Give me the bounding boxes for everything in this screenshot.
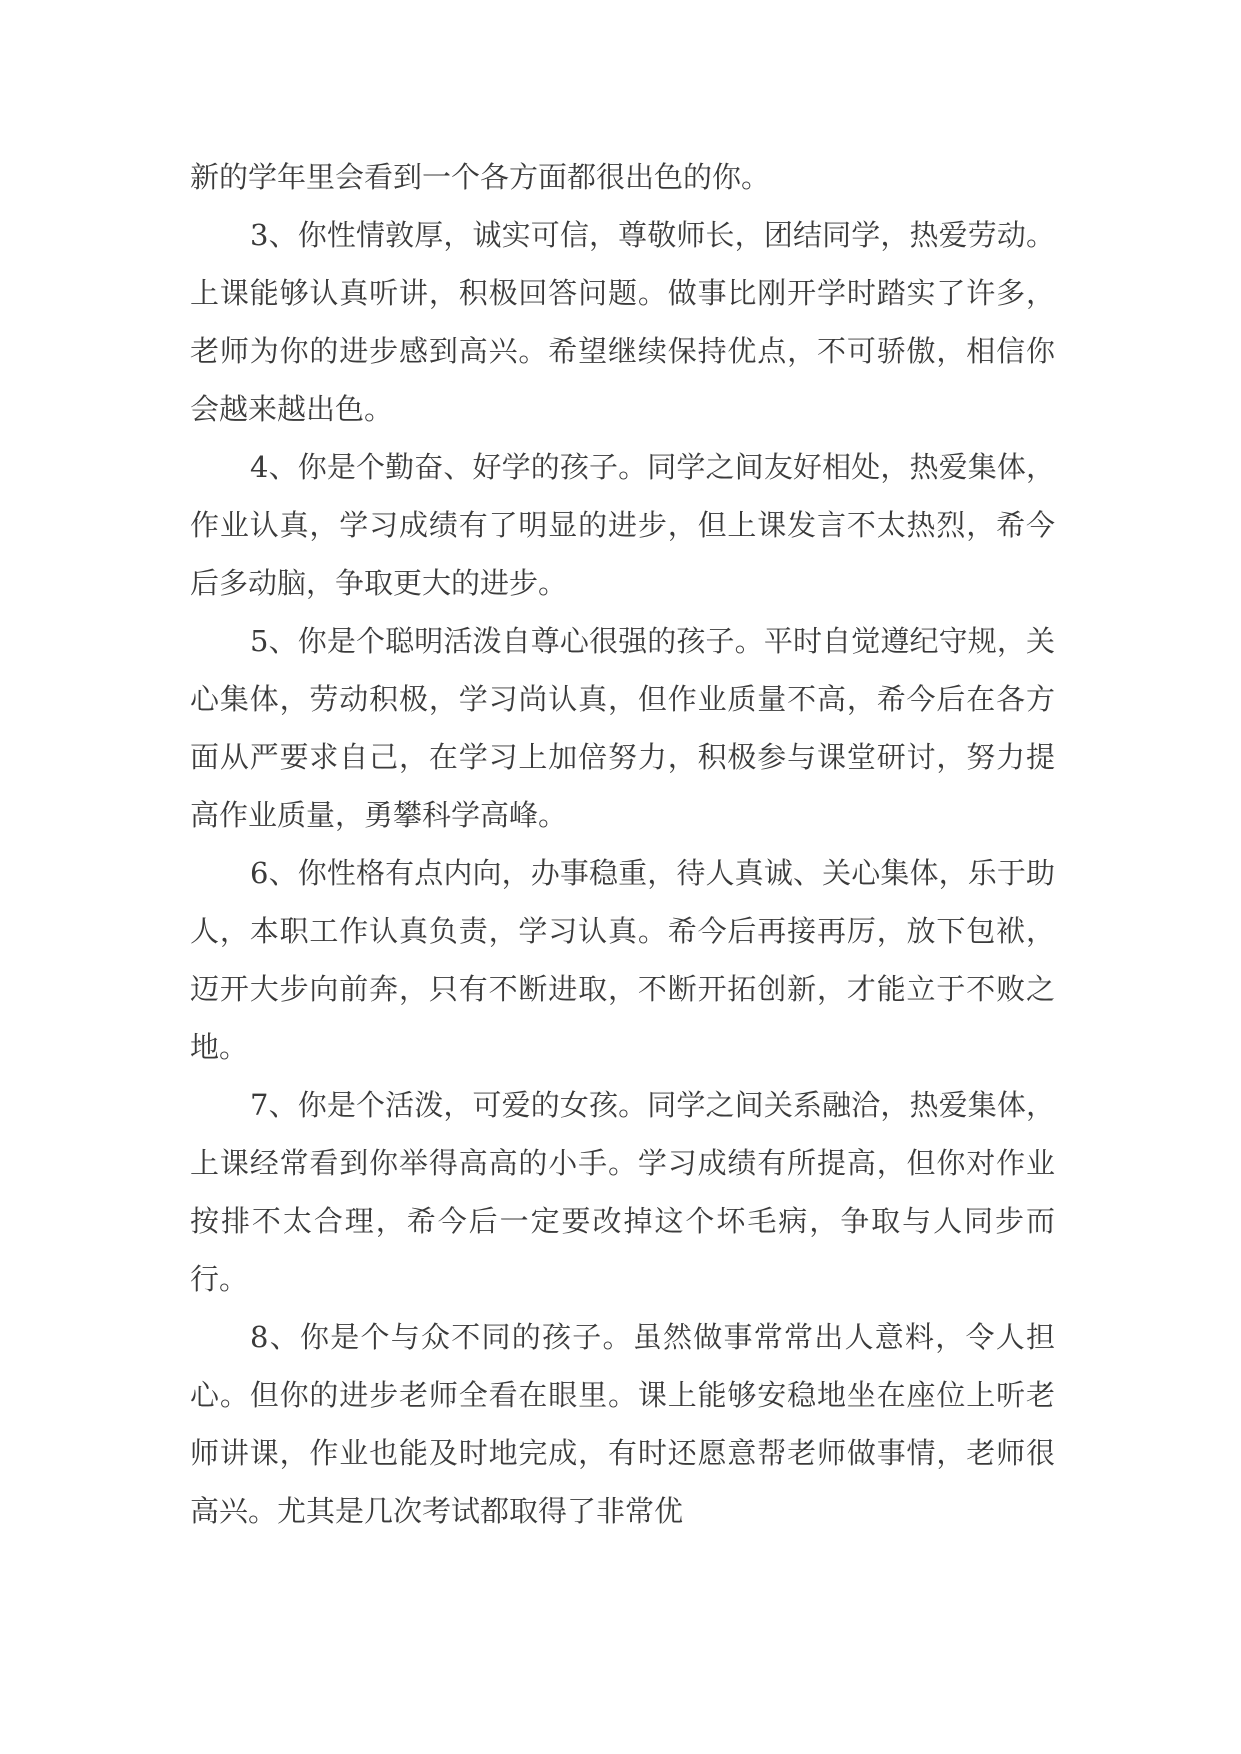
document-body [190,148,1055,1540]
paragraph-item-8: 8、你是个与众不同的孩子。虽然做事常常出人意料，令人担心。但你的进步老师全看在眼里。课上能够安稳地坐在座位上听老师讲课，作业也能及时地完成，有时还愿意帮老师做事情，老师很高兴。尤其是几次考试都取得了非常优 [190,1320,1055,1528]
paragraph-item-5: 5、你是个聪明活泼自尊心很强的孩子。平时自觉遵纪守规，关心集体，劳动积极，学习尚认真，但作业质量不高，希今后在各方面从严要求自己，在学习上加倍努力，积极参与课堂研讨，努力提高作业质量，勇攀科学高峰。 [190,624,1055,832]
paragraph-continuation: 新的学年里会看到一个各方面都很出色的你。 [190,160,771,194]
paragraph-item-3: 3、你性情敦厚，诚实可信，尊敬师长，团结同学，热爱劳动。上课能够认真听讲，积极回答问题。做事比刚开学时踏实了许多，老师为你的进步感到高兴。希望继续保持优点，不可骄傲，相信你会越来越出色。 [190,218,1055,426]
paragraph-item-4: 4、你是个勤奋、好学的孩子。同学之间友好相处，热爱集体，作业认真，学习成绩有了明显的进步，但上课发言不太热烈，希今后多动脑，争取更大的进步。 [190,450,1055,600]
paragraph-item-6: 6、你性格有点内向，办事稳重，待人真诚、关心集体，乐于助人，本职工作认真负责，学习认真。希今后再接再厉，放下包袱，迈开大步向前奔，只有不断进取，不断开拓创新，才能立于不败之地。 [190,856,1055,1064]
paragraph-item-7: 7、你是个活泼，可爱的女孩。同学之间关系融洽，热爱集体，上课经常看到你举得高高的小手。学习成绩有所提高，但你对作业按排不太合理，希今后一定要改掉这个坏毛病，争取与人同步而行。 [190,1088,1055,1296]
